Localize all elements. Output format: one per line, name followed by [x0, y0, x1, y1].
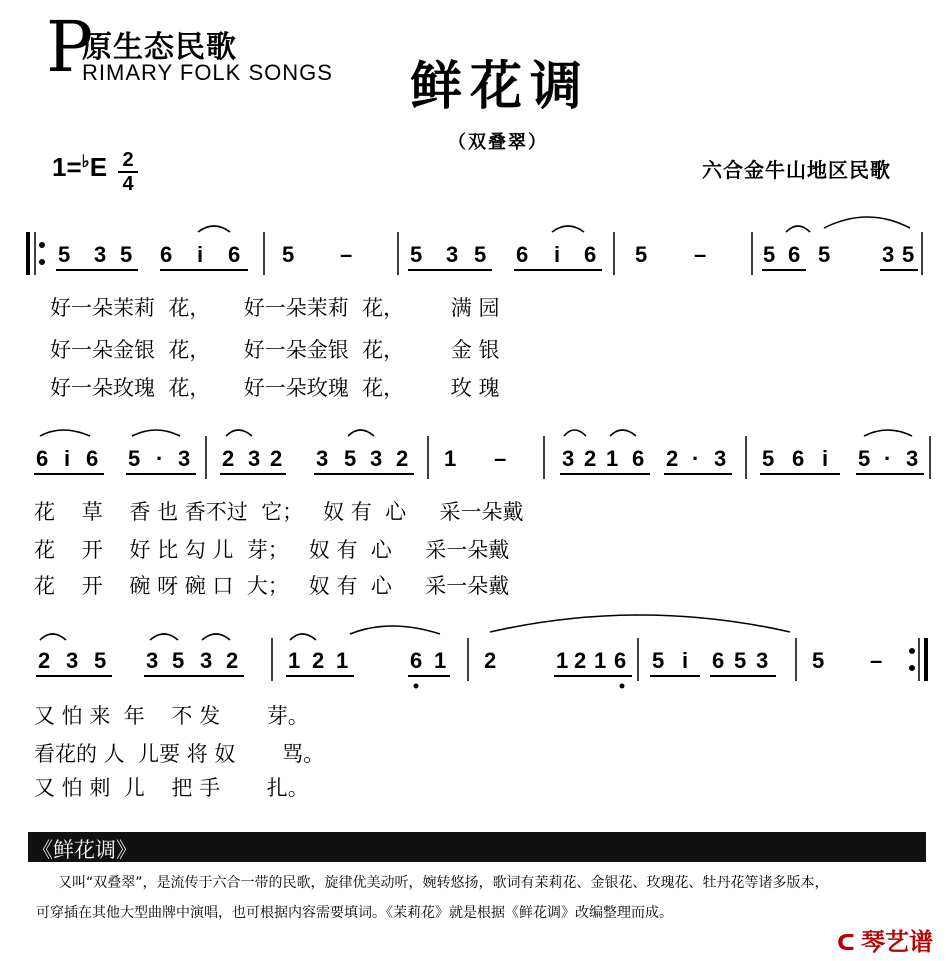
svg-text:–: –	[494, 446, 507, 471]
svg-text:1: 1	[434, 648, 447, 673]
lyric-s1-v3: 好一朵玫瑰 花， 好一朵玫瑰 花， 玫 瑰	[50, 376, 500, 400]
svg-text:2: 2	[484, 648, 497, 673]
time-signature	[118, 150, 138, 194]
lyric-s1-v1: 好一朵茉莉 花， 好一朵茉莉 花， 满 园	[50, 296, 500, 320]
svg-text:1: 1	[556, 648, 569, 673]
svg-text:5: 5	[652, 648, 665, 673]
song-origin: 六合金牛山地区民歌	[702, 158, 891, 182]
time-bottom: 4	[122, 173, 134, 195]
svg-text:5: 5	[282, 242, 295, 267]
svg-text:1: 1	[594, 648, 607, 673]
notation-system-1	[28, 217, 922, 275]
caption-title: 《鲜花调》	[32, 838, 137, 862]
svg-text:2: 2	[584, 446, 597, 471]
svg-text:3: 3	[94, 242, 107, 267]
svg-text:·: ·	[156, 446, 164, 471]
svg-text:i: i	[64, 446, 71, 471]
time-top: 2	[122, 149, 134, 171]
brand-english-title: RIMARY FOLK SONGS	[82, 60, 333, 85]
svg-text:6: 6	[712, 648, 725, 673]
lyric-s1-v2: 好一朵金银 花， 好一朵金银 花， 金 银	[50, 338, 500, 362]
notation-system-3	[36, 615, 926, 688]
svg-text:·: ·	[884, 446, 892, 471]
svg-text:i: i	[682, 648, 689, 673]
watermark-text: 琴艺谱	[861, 928, 933, 956]
svg-text:1: 1	[336, 648, 349, 673]
svg-text:1: 1	[606, 446, 619, 471]
lyric-s2-v1: 花 草 香 也 香不过 它； 奴 有 心 采一朵戴	[34, 500, 524, 524]
svg-text:5: 5	[58, 242, 71, 267]
svg-text:6: 6	[516, 242, 529, 267]
svg-text:2: 2	[666, 446, 679, 471]
svg-text:3: 3	[446, 242, 459, 267]
svg-text:3: 3	[178, 446, 191, 471]
svg-text:5: 5	[344, 446, 357, 471]
svg-text:5: 5	[762, 446, 775, 471]
svg-text:5: 5	[410, 242, 423, 267]
svg-text:–: –	[694, 242, 707, 267]
svg-text:2: 2	[226, 648, 239, 673]
svg-text:5: 5	[635, 242, 648, 267]
lyric-s3-v2: 看花的 人 儿要 将 奴 骂。	[34, 742, 325, 766]
svg-text:i: i	[197, 242, 204, 267]
svg-text:3: 3	[906, 446, 919, 471]
lyric-s2-v2: 花 开 好 比 勾 儿 芽； 奴 有 心 采一朵戴	[34, 538, 510, 562]
watermark	[837, 922, 933, 957]
svg-text:5: 5	[812, 648, 825, 673]
svg-text:2: 2	[574, 648, 587, 673]
caption-band	[28, 832, 926, 862]
svg-text:6: 6	[36, 446, 49, 471]
notation-system-2	[34, 430, 930, 479]
svg-text:3: 3	[756, 648, 769, 673]
svg-text:3: 3	[882, 242, 895, 267]
svg-text:6: 6	[788, 242, 801, 267]
svg-text:3: 3	[562, 446, 575, 471]
svg-text:3: 3	[248, 446, 261, 471]
description-line-1: 又叫“双叠翠”，是流传于六合一带的民歌，旋律优美动听，婉转悠扬，歌词有茉莉花、金银花、玫瑰花、牡丹花等诸多版本，	[58, 875, 829, 891]
svg-text:6: 6	[614, 648, 627, 673]
svg-text:3: 3	[714, 446, 727, 471]
svg-text:2: 2	[38, 648, 51, 673]
svg-text:1: 1	[288, 648, 301, 673]
svg-text:3: 3	[370, 446, 383, 471]
key-label: 1=	[52, 152, 82, 182]
svg-text:5: 5	[734, 648, 747, 673]
svg-text:6: 6	[792, 446, 805, 471]
svg-text:3: 3	[316, 446, 329, 471]
svg-text:5: 5	[94, 648, 107, 673]
key-note: E	[89, 152, 108, 182]
svg-text:6: 6	[160, 242, 173, 267]
svg-text:5: 5	[172, 648, 185, 673]
svg-text:6: 6	[632, 446, 645, 471]
svg-text:·: ·	[692, 446, 700, 471]
svg-text:6: 6	[228, 242, 241, 267]
svg-text:5: 5	[763, 242, 776, 267]
key-signature	[52, 152, 107, 183]
brand-initial: P	[46, 6, 94, 88]
svg-text:6: 6	[584, 242, 597, 267]
svg-text:5: 5	[128, 446, 141, 471]
svg-text:5: 5	[902, 242, 915, 267]
flat-icon: ♭	[81, 152, 90, 171]
svg-text:2: 2	[222, 446, 235, 471]
svg-text:2: 2	[312, 648, 325, 673]
svg-text:2: 2	[396, 446, 409, 471]
svg-text:i: i	[822, 446, 829, 471]
svg-text:5: 5	[858, 446, 871, 471]
svg-text:5: 5	[474, 242, 487, 267]
svg-text:i: i	[554, 242, 561, 267]
svg-text:3: 3	[200, 648, 213, 673]
svg-text:6: 6	[86, 446, 99, 471]
svg-text:5: 5	[818, 242, 831, 267]
lyric-s3-v1: 又 怕 来 年 不 发 芽。	[34, 704, 309, 728]
lyric-s3-v3: 又 怕 刺 儿 把 手 扎。	[34, 776, 309, 800]
svg-text:3: 3	[66, 648, 79, 673]
svg-text:1: 1	[444, 446, 457, 471]
svg-text:2: 2	[270, 446, 283, 471]
svg-text:–: –	[870, 648, 883, 673]
watermark-logo-icon: ᑕ	[837, 931, 855, 956]
svg-text:6: 6	[410, 648, 423, 673]
brand-chinese-title: 原生态民歌	[82, 30, 237, 65]
song-subtitle: （双叠翠）	[448, 132, 548, 153]
description-line-2: 可穿插在其他大型曲牌中演唱，也可根据内容需要填词。《茉莉花》就是根据《鲜花调》改编整理而成。	[36, 905, 673, 921]
svg-text:3: 3	[146, 648, 159, 673]
song-title: 鲜花调	[410, 57, 591, 117]
svg-text:5: 5	[120, 242, 133, 267]
lyric-s2-v3: 花 开 碗 呀 碗 口 大； 奴 有 心 采一朵戴	[34, 574, 510, 598]
svg-text:–: –	[340, 242, 353, 267]
